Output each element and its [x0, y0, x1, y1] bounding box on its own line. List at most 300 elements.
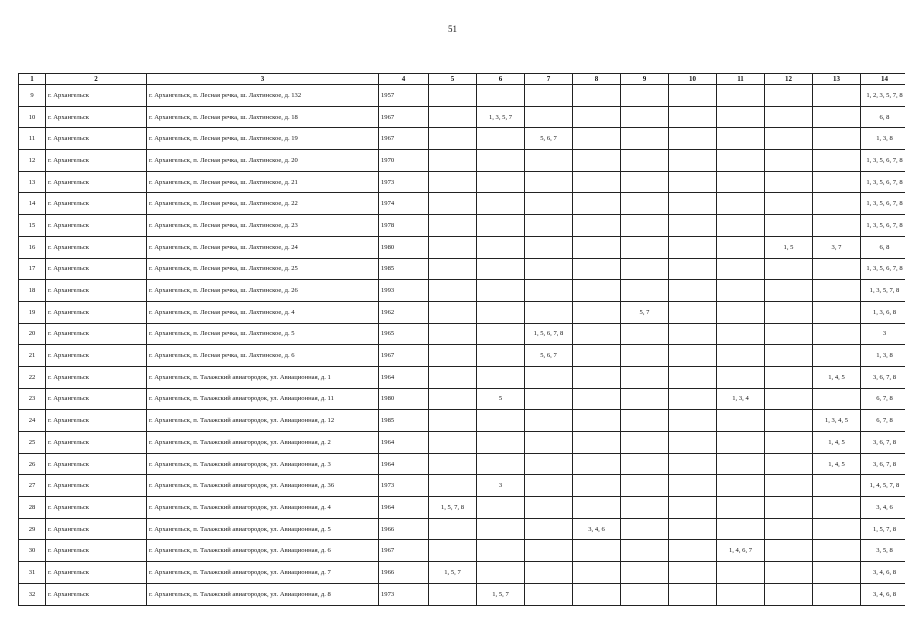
table-cell-col-4: 1965: [379, 323, 429, 345]
table-cell-col-9: [621, 280, 669, 302]
table-cell-col-3: г. Архангельск, п. Лесная речка, ш. Лахтинское, д. 18: [147, 106, 379, 128]
table-cell-col-13: [813, 562, 861, 584]
table-cell-col-12: [765, 475, 813, 497]
table-cell-col-3: г. Архангельск, п. Лесная речка, ш. Лахтинское, д. 132: [147, 85, 379, 107]
table-cell-col-6: [477, 215, 525, 237]
table-cell-col-5: [429, 128, 477, 150]
table-cell-col-3: г. Архангельск, п. Лесная речка, ш. Лахтинское, д. 5: [147, 323, 379, 345]
table-cell-col-3: г. Архангельск, п. Талажский авиагородок, ул. Авиационная, д. 2: [147, 432, 379, 454]
table-cell-col-2: г. Архангельск: [46, 150, 147, 172]
table-cell-col-3: г. Архангельск, п. Талажский авиагородок, ул. Авиационная, д. 4: [147, 497, 379, 519]
table-cell-col-13: [813, 301, 861, 323]
table-cell-col-5: [429, 475, 477, 497]
table-row: [19, 475, 905, 497]
table-cell-col-12: 1, 5: [765, 236, 813, 258]
table-cell-col-12: [765, 388, 813, 410]
table-cell-col-1: 32: [19, 583, 46, 605]
table-cell-col-13: [813, 518, 861, 540]
table-cell-col-1: 15: [19, 215, 46, 237]
table-cell-col-5: [429, 193, 477, 215]
table-cell-col-4: 1967: [379, 128, 429, 150]
table-cell-col-3: г. Архангельск, п. Талажский авиагородок, ул. Авиационная, д. 3: [147, 453, 379, 475]
table-cell-col-11: [717, 583, 765, 605]
table-cell-col-1: 18: [19, 280, 46, 302]
table-cell-col-2: г. Архангельск: [46, 258, 147, 280]
table-cell-col-1: 11: [19, 128, 46, 150]
table-cell-col-2: г. Архангельск: [46, 518, 147, 540]
table-cell-col-13: [813, 475, 861, 497]
table-cell-col-5: [429, 518, 477, 540]
table-cell-col-14: 1, 4, 5, 7, 8: [861, 475, 905, 497]
table-cell-col-2: г. Архангельск: [46, 128, 147, 150]
table-cell-col-12: [765, 85, 813, 107]
table-cell-col-5: [429, 432, 477, 454]
table-cell-col-14: 3, 5, 8: [861, 540, 905, 562]
table-cell-col-10: [669, 562, 717, 584]
table-cell-col-9: [621, 345, 669, 367]
column-header: 3: [147, 74, 379, 85]
table-cell-col-4: 1974: [379, 193, 429, 215]
table-cell-col-1: 23: [19, 388, 46, 410]
table-cell-col-11: [717, 345, 765, 367]
table-cell-col-6: [477, 518, 525, 540]
table-cell-col-10: [669, 475, 717, 497]
table-cell-col-7: 5, 6, 7: [525, 128, 573, 150]
table-cell-col-12: [765, 540, 813, 562]
table-cell-col-1: 25: [19, 432, 46, 454]
table-cell-col-12: [765, 583, 813, 605]
table-cell-col-3: г. Архангельск, п. Талажский авиагородок, ул. Авиационная, д. 11: [147, 388, 379, 410]
table-cell-col-12: [765, 171, 813, 193]
table-cell-col-7: [525, 366, 573, 388]
table-cell-col-6: [477, 280, 525, 302]
table-cell-col-5: [429, 236, 477, 258]
table-cell-col-1: 16: [19, 236, 46, 258]
table-cell-col-1: 26: [19, 453, 46, 475]
table-cell-col-5: [429, 323, 477, 345]
table-row: [19, 323, 905, 345]
table-cell-col-2: г. Архангельск: [46, 366, 147, 388]
table-cell-col-11: [717, 106, 765, 128]
table-cell-col-14: 1, 2, 3, 5, 7, 8: [861, 85, 905, 107]
table-cell-col-3: г. Архангельск, п. Лесная речка, ш. Лахтинское, д. 23: [147, 215, 379, 237]
table-cell-col-13: 1, 4, 5: [813, 432, 861, 454]
table-cell-col-6: [477, 453, 525, 475]
table-cell-col-3: г. Архангельск, п. Лесная речка, ш. Лахтинское, д. 4: [147, 301, 379, 323]
table-cell-col-10: [669, 193, 717, 215]
table-cell-col-6: [477, 410, 525, 432]
table-cell-col-8: [573, 323, 621, 345]
table-cell-col-6: [477, 366, 525, 388]
table-cell-col-8: [573, 453, 621, 475]
table-cell-col-8: [573, 171, 621, 193]
table-cell-col-9: [621, 432, 669, 454]
table-cell-col-7: [525, 453, 573, 475]
table-cell-col-5: 1, 5, 7: [429, 562, 477, 584]
table-cell-col-4: 1970: [379, 150, 429, 172]
table-cell-col-7: [525, 518, 573, 540]
table-cell-col-5: [429, 583, 477, 605]
column-header: 2: [46, 74, 147, 85]
table-cell-col-12: [765, 280, 813, 302]
table-cell-col-11: [717, 432, 765, 454]
table-cell-col-14: 3, 4, 6: [861, 497, 905, 519]
table-cell-col-9: [621, 388, 669, 410]
table-cell-col-11: [717, 258, 765, 280]
table-cell-col-10: [669, 540, 717, 562]
table-cell-col-2: г. Архангельск: [46, 301, 147, 323]
table-row: [19, 366, 905, 388]
table-cell-col-13: [813, 215, 861, 237]
table-cell-col-10: [669, 236, 717, 258]
table-cell-col-2: г. Архангельск: [46, 540, 147, 562]
table-cell-col-1: 28: [19, 497, 46, 519]
column-header: 12: [765, 74, 813, 85]
table-cell-col-5: [429, 345, 477, 367]
table-cell-col-10: [669, 518, 717, 540]
table-cell-col-14: 1, 3, 5, 6, 7, 8: [861, 258, 905, 280]
table-cell-col-7: [525, 301, 573, 323]
table-cell-col-2: г. Архангельск: [46, 497, 147, 519]
table-cell-col-12: [765, 345, 813, 367]
table-cell-col-4: 1978: [379, 215, 429, 237]
table-cell-col-5: [429, 410, 477, 432]
table-cell-col-13: 1, 4, 5: [813, 453, 861, 475]
table-cell-col-5: [429, 150, 477, 172]
table-cell-col-11: [717, 193, 765, 215]
table-cell-col-5: [429, 388, 477, 410]
table-cell-col-7: [525, 583, 573, 605]
table-cell-col-14: 3, 6, 7, 8: [861, 432, 905, 454]
column-header: 11: [717, 74, 765, 85]
table-cell-col-5: [429, 215, 477, 237]
table-row: [19, 410, 905, 432]
table-cell-col-12: [765, 323, 813, 345]
table-cell-col-12: [765, 453, 813, 475]
table-cell-col-10: [669, 280, 717, 302]
table-cell-col-3: г. Архангельск, п. Лесная речка, ш. Лахтинское, д. 19: [147, 128, 379, 150]
table-cell-col-13: [813, 193, 861, 215]
table-cell-col-2: г. Архангельск: [46, 388, 147, 410]
table-cell-col-14: 1, 3, 6, 8: [861, 301, 905, 323]
column-header: 13: [813, 74, 861, 85]
table-cell-col-4: 1967: [379, 540, 429, 562]
table-cell-col-14: 3, 6, 7, 8: [861, 453, 905, 475]
table-row: [19, 388, 905, 410]
table-cell-col-2: г. Архангельск: [46, 171, 147, 193]
table-cell-col-4: 1966: [379, 518, 429, 540]
table-cell-col-12: [765, 497, 813, 519]
column-header: 9: [621, 74, 669, 85]
table-cell-col-1: 10: [19, 106, 46, 128]
header-row: [19, 74, 905, 85]
table-row: [19, 280, 905, 302]
table-cell-col-9: [621, 497, 669, 519]
table-cell-col-8: [573, 583, 621, 605]
table-cell-col-5: [429, 258, 477, 280]
table-cell-col-10: [669, 215, 717, 237]
table-cell-col-9: [621, 85, 669, 107]
table-cell-col-6: [477, 258, 525, 280]
table-cell-col-11: 1, 3, 4: [717, 388, 765, 410]
table-cell-col-8: [573, 497, 621, 519]
table-row: [19, 236, 905, 258]
table-row: [19, 497, 905, 519]
table-cell-col-6: [477, 171, 525, 193]
table-cell-col-13: [813, 258, 861, 280]
table-cell-col-2: г. Архангельск: [46, 323, 147, 345]
table-cell-col-6: [477, 323, 525, 345]
table-cell-col-10: [669, 106, 717, 128]
table-cell-col-7: [525, 258, 573, 280]
column-header: 8: [573, 74, 621, 85]
table-cell-col-7: [525, 150, 573, 172]
table-cell-col-12: [765, 193, 813, 215]
table-cell-col-14: 6, 7, 8: [861, 388, 905, 410]
table-cell-col-2: г. Архангельск: [46, 562, 147, 584]
table-cell-col-7: [525, 193, 573, 215]
table-cell-col-5: [429, 171, 477, 193]
table-cell-col-8: [573, 106, 621, 128]
table-cell-col-9: [621, 540, 669, 562]
table-cell-col-12: [765, 215, 813, 237]
table-cell-col-10: [669, 388, 717, 410]
table-cell-col-9: [621, 366, 669, 388]
table-cell-col-11: [717, 85, 765, 107]
table-cell-col-9: [621, 236, 669, 258]
table-cell-col-9: [621, 562, 669, 584]
table-cell-col-10: [669, 366, 717, 388]
table-body: [19, 85, 905, 606]
table-cell-col-14: 3: [861, 323, 905, 345]
table-cell-col-11: 1, 4, 6, 7: [717, 540, 765, 562]
table-cell-col-2: г. Архангельск: [46, 583, 147, 605]
table-cell-col-6: [477, 345, 525, 367]
table-cell-col-4: 1964: [379, 497, 429, 519]
table-cell-col-1: 21: [19, 345, 46, 367]
table-cell-col-9: [621, 258, 669, 280]
table-cell-col-11: [717, 280, 765, 302]
table-cell-col-11: [717, 171, 765, 193]
table-cell-col-13: [813, 106, 861, 128]
table-cell-col-7: 1, 5, 6, 7, 8: [525, 323, 573, 345]
table-cell-col-9: [621, 518, 669, 540]
table-cell-col-13: [813, 540, 861, 562]
table-cell-col-11: [717, 150, 765, 172]
table-cell-col-6: [477, 128, 525, 150]
table-cell-col-12: [765, 128, 813, 150]
table-cell-col-10: [669, 497, 717, 519]
table-cell-col-2: г. Архангельск: [46, 345, 147, 367]
table-cell-col-14: 6, 8: [861, 106, 905, 128]
table-cell-col-7: [525, 106, 573, 128]
table-cell-col-14: 1, 3, 5, 7, 8: [861, 280, 905, 302]
table-cell-col-3: г. Архангельск, п. Лесная речка, ш. Лахтинское, д. 21: [147, 171, 379, 193]
table-cell-col-4: 1973: [379, 583, 429, 605]
table-cell-col-8: [573, 193, 621, 215]
table-cell-col-10: [669, 128, 717, 150]
table-cell-col-6: 5: [477, 388, 525, 410]
table-cell-col-7: [525, 171, 573, 193]
table-cell-col-9: [621, 128, 669, 150]
table-cell-col-4: 1980: [379, 236, 429, 258]
table-cell-col-4: 1973: [379, 171, 429, 193]
table-cell-col-8: [573, 215, 621, 237]
table-cell-col-5: [429, 106, 477, 128]
table-cell-col-3: г. Архангельск, п. Лесная речка, ш. Лахтинское, д. 22: [147, 193, 379, 215]
table-cell-col-7: [525, 236, 573, 258]
table-cell-col-14: 1, 3, 5, 6, 7, 8: [861, 150, 905, 172]
table-cell-col-6: [477, 150, 525, 172]
table-cell-col-11: [717, 236, 765, 258]
table-cell-col-9: [621, 410, 669, 432]
table-cell-col-11: [717, 497, 765, 519]
table-cell-col-14: 1, 3, 5, 6, 7, 8: [861, 193, 905, 215]
table-cell-col-11: [717, 562, 765, 584]
column-header: 7: [525, 74, 573, 85]
table-cell-col-6: [477, 301, 525, 323]
table-row: [19, 215, 905, 237]
table-cell-col-14: 3, 6, 7, 8: [861, 366, 905, 388]
table-cell-col-1: 22: [19, 366, 46, 388]
table-cell-col-14: 1, 3, 5, 6, 7, 8: [861, 215, 905, 237]
table-cell-col-13: 1, 4, 5: [813, 366, 861, 388]
table-cell-col-14: 3, 4, 6, 8: [861, 562, 905, 584]
table-cell-col-6: 1, 3, 5, 7: [477, 106, 525, 128]
table-cell-col-1: 13: [19, 171, 46, 193]
table-cell-col-11: [717, 301, 765, 323]
table-row: [19, 85, 905, 107]
table-cell-col-9: [621, 583, 669, 605]
table-cell-col-7: [525, 410, 573, 432]
table-row: [19, 432, 905, 454]
table-cell-col-5: [429, 301, 477, 323]
table-cell-col-13: 1, 3, 4, 5: [813, 410, 861, 432]
table-cell-col-7: [525, 85, 573, 107]
table-cell-col-4: 1967: [379, 345, 429, 367]
table-cell-col-3: г. Архангельск, п. Талажский авиагородок, ул. Авиационная, д. 5: [147, 518, 379, 540]
table-cell-col-3: г. Архангельск, п. Лесная речка, ш. Лахтинское, д. 25: [147, 258, 379, 280]
table-cell-col-13: [813, 85, 861, 107]
table-cell-col-8: [573, 150, 621, 172]
table-cell-col-10: [669, 583, 717, 605]
table-cell-col-5: [429, 453, 477, 475]
table-row: [19, 453, 905, 475]
table-cell-col-4: 1966: [379, 562, 429, 584]
table-cell-col-8: [573, 388, 621, 410]
table-cell-col-13: [813, 583, 861, 605]
table-cell-col-8: [573, 280, 621, 302]
table-cell-col-8: [573, 345, 621, 367]
table-cell-col-2: г. Архангельск: [46, 280, 147, 302]
table-cell-col-11: [717, 366, 765, 388]
table-row: [19, 171, 905, 193]
table-cell-col-10: [669, 345, 717, 367]
table-cell-col-9: [621, 171, 669, 193]
table-cell-col-12: [765, 562, 813, 584]
table-cell-col-7: 5, 6, 7: [525, 345, 573, 367]
table-row: [19, 518, 905, 540]
table-cell-col-12: [765, 432, 813, 454]
table-cell-col-12: [765, 258, 813, 280]
table-cell-col-2: г. Архангельск: [46, 106, 147, 128]
table-cell-col-10: [669, 171, 717, 193]
table-cell-col-3: г. Архангельск, п. Талажский авиагородок, ул. Авиационная, д. 6: [147, 540, 379, 562]
table-cell-col-6: [477, 497, 525, 519]
table-row: [19, 301, 905, 323]
table-cell-col-1: 19: [19, 301, 46, 323]
table-cell-col-14: 1, 3, 8: [861, 128, 905, 150]
table-cell-col-10: [669, 150, 717, 172]
table-cell-col-1: 24: [19, 410, 46, 432]
table-cell-col-5: [429, 280, 477, 302]
table-cell-col-8: [573, 366, 621, 388]
table-cell-col-7: [525, 562, 573, 584]
table-row: [19, 583, 905, 605]
table-cell-col-11: [717, 410, 765, 432]
column-header: 1: [19, 74, 46, 85]
table-cell-col-12: [765, 106, 813, 128]
table-cell-col-11: [717, 323, 765, 345]
table-cell-col-4: 1985: [379, 258, 429, 280]
table-cell-col-14: 6, 8: [861, 236, 905, 258]
column-header: 6: [477, 74, 525, 85]
table-cell-col-3: г. Архангельск, п. Лесная речка, ш. Лахтинское, д. 20: [147, 150, 379, 172]
table-cell-col-8: [573, 410, 621, 432]
table-cell-col-9: [621, 475, 669, 497]
table-cell-col-2: г. Архангельск: [46, 193, 147, 215]
table-cell-col-6: [477, 236, 525, 258]
table-cell-col-11: [717, 128, 765, 150]
table-cell-col-2: г. Архангельск: [46, 85, 147, 107]
table-cell-col-10: [669, 301, 717, 323]
register-table: [18, 73, 905, 606]
column-header: 14: [861, 74, 905, 85]
table-cell-col-10: [669, 258, 717, 280]
table-cell-col-4: 1985: [379, 410, 429, 432]
table-cell-col-1: 17: [19, 258, 46, 280]
table-cell-col-1: 30: [19, 540, 46, 562]
table-cell-col-5: [429, 85, 477, 107]
table-cell-col-4: 1967: [379, 106, 429, 128]
column-header: 10: [669, 74, 717, 85]
table-row: [19, 540, 905, 562]
table-cell-col-1: 20: [19, 323, 46, 345]
table-cell-col-1: 27: [19, 475, 46, 497]
table-cell-col-3: г. Архангельск, п. Талажский авиагородок, ул. Авиационная, д. 36: [147, 475, 379, 497]
table-cell-col-4: 1964: [379, 366, 429, 388]
table-cell-col-8: [573, 85, 621, 107]
table-cell-col-12: [765, 518, 813, 540]
table-cell-col-3: г. Архангельск, п. Талажский авиагородок, ул. Авиационная, д. 8: [147, 583, 379, 605]
table-cell-col-12: [765, 150, 813, 172]
table-cell-col-8: [573, 128, 621, 150]
table-cell-col-10: [669, 432, 717, 454]
table-cell-col-4: 1973: [379, 475, 429, 497]
table-cell-col-13: [813, 345, 861, 367]
table-cell-col-13: [813, 150, 861, 172]
table-cell-col-4: 1962: [379, 301, 429, 323]
table-cell-col-11: [717, 518, 765, 540]
table-row: [19, 193, 905, 215]
table-cell-col-14: 3, 4, 6, 8: [861, 583, 905, 605]
table-cell-col-8: [573, 258, 621, 280]
table-cell-col-13: [813, 388, 861, 410]
table-cell-col-9: [621, 215, 669, 237]
table-cell-col-13: [813, 497, 861, 519]
table-cell-col-14: 1, 3, 8: [861, 345, 905, 367]
column-header: 5: [429, 74, 477, 85]
